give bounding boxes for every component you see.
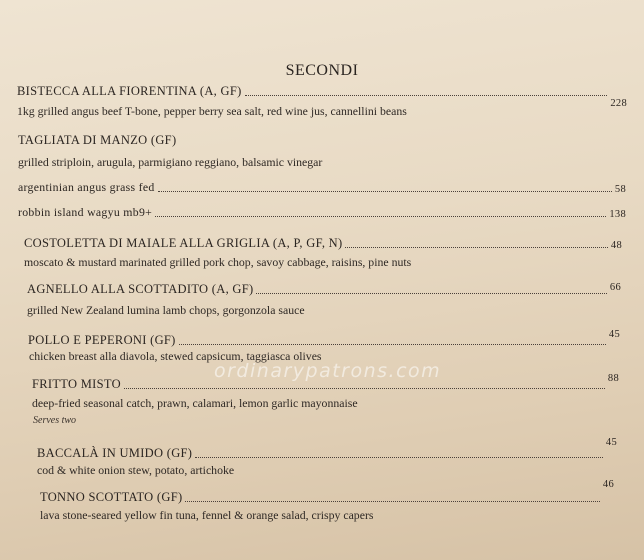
item-name: COSTOLETTA DI MAIALE ALLA GRIGLIA (A, P, GF, N): [24, 236, 343, 250]
item-price: 48: [610, 240, 622, 251]
item-price: 66: [609, 282, 621, 293]
section-title: SECONDI: [285, 62, 359, 79]
item-description: 1kg grilled angus beef T-bone, pepper berry sea salt, red wine jus, cannellini beans: [17, 104, 407, 118]
dot-leader: [195, 456, 603, 458]
option-price: 138: [609, 209, 626, 220]
dot-leader: [158, 190, 612, 192]
menu-option-wagyu: [18, 205, 626, 220]
option-name: argentinian angus grass fed: [18, 180, 155, 194]
menu-option-argentinian: [18, 180, 626, 195]
item-name: TONNO SCOTTATO (GF): [40, 490, 183, 504]
dot-leader: [345, 246, 607, 248]
item-price: 88: [607, 373, 619, 384]
dot-leader: [155, 215, 606, 217]
item-description: cod & white onion stew, potato, artichoke: [37, 463, 235, 477]
dot-leader: [124, 387, 605, 389]
item-note: Serves two: [33, 415, 77, 426]
item-description: grilled striploin, arugula, parmigiano reggiano, balsamic vinegar: [18, 155, 323, 169]
item-description: chicken breast alla diavola, stewed capsicum, taggiasca olives: [29, 349, 322, 363]
item-name: BACCALÀ IN UMIDO (GF): [37, 446, 193, 460]
option-name: robbin island wagyu mb9+: [18, 205, 153, 219]
item-name: AGNELLO ALLA SCOTTADITO (A, GF): [27, 282, 254, 296]
menu-item-baccala: [37, 437, 617, 461]
menu-item-tagliata: [18, 133, 176, 148]
item-description: moscato & mustard marinated grilled pork chop, savoy cabbage, raisins, pine nuts: [24, 255, 412, 269]
item-price: 228: [610, 98, 627, 109]
menu-item-fritto-misto: [32, 373, 619, 392]
dot-leader: [245, 94, 608, 96]
menu-item-tonno: [40, 479, 614, 505]
item-name: FRITTO MISTO: [32, 377, 121, 391]
menu-item-costoletta: [24, 236, 622, 251]
menu-item-bistecca: [17, 84, 627, 109]
watermark: ordinarypatrons.com: [214, 360, 442, 382]
menu-item-agnello: [27, 282, 621, 297]
menu-item-pollo: [28, 329, 620, 348]
item-description: grilled New Zealand lumina lamb chops, gorgonzola sauce: [27, 303, 305, 317]
item-description: lava stone-seared yellow fin tuna, fennel & orange salad, crispy capers: [40, 508, 374, 522]
item-price: 45: [605, 437, 617, 448]
dot-leader: [179, 343, 606, 345]
item-name: TAGLIATA DI MANZO (GF): [18, 133, 177, 147]
dot-leader: [256, 292, 606, 294]
item-description: deep-fried seasonal catch, prawn, calamari, lemon garlic mayonnaise: [32, 396, 358, 410]
item-name: BISTECCA ALLA FIORENTINA (A, GF): [17, 84, 242, 98]
dot-leader: [185, 500, 599, 502]
item-price: 45: [608, 329, 620, 340]
item-price: 46: [602, 479, 614, 490]
item-name: POLLO E PEPERONI (GF): [28, 333, 176, 347]
option-price: 58: [614, 184, 626, 195]
